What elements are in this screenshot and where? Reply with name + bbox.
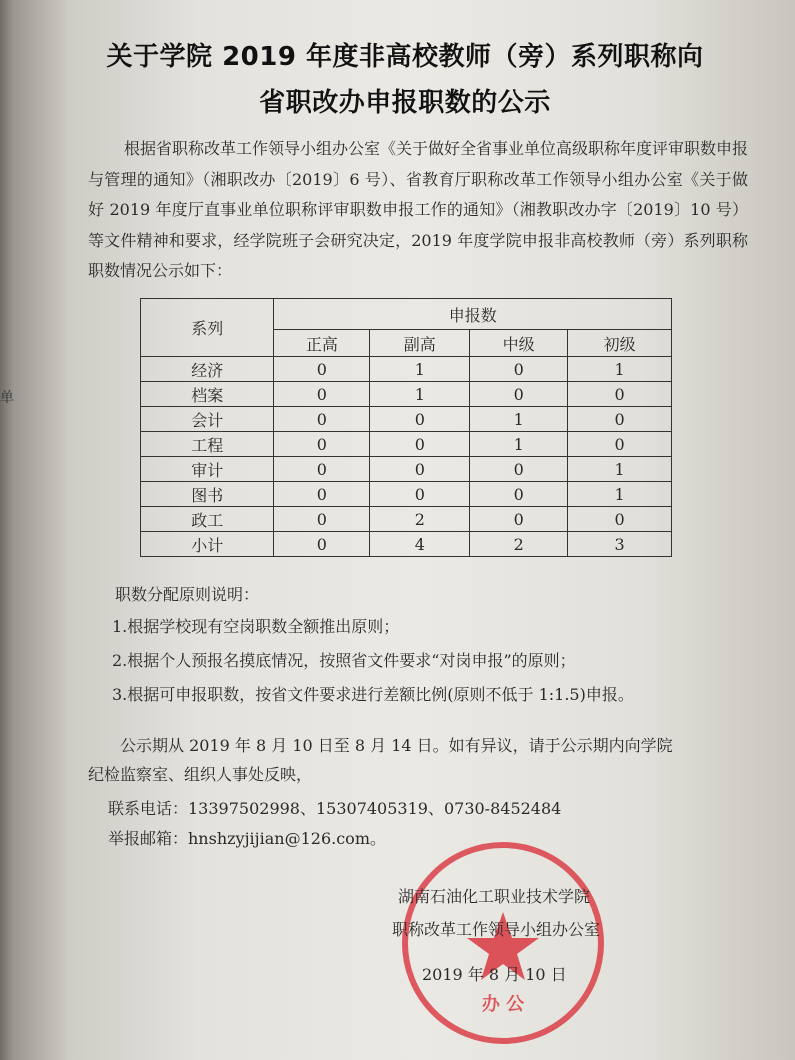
cell-value: 1	[370, 357, 470, 382]
cell-value: 1	[568, 482, 672, 507]
signature-date: 2019 年 8 月 10 日	[422, 965, 567, 984]
cell-value: 0	[274, 432, 370, 457]
header-series: 系列	[141, 299, 274, 357]
table-row	[141, 457, 672, 482]
header-zhongji: 中级	[470, 330, 568, 357]
row-series-name: 工程	[141, 432, 274, 457]
principle-item-1: 1.根据学校现有空岗职数全额推出原则；	[112, 617, 400, 636]
title-line-2: 省职改办申报职数的公示	[259, 88, 551, 118]
cell-value: 0	[568, 407, 672, 432]
cell-value: 1	[568, 457, 672, 482]
cell-value: 2	[370, 507, 470, 532]
page-edge-shadow	[0, 0, 14, 1060]
cell-value: 1	[470, 407, 568, 432]
row-series-name: 政工	[141, 507, 274, 532]
title-line-1: 关于学院 2019 年度非高校教师（旁）系列职称向	[106, 42, 704, 72]
signature-org-1: 湖南石油化工职业技术学院	[398, 887, 591, 906]
cell-value: 1	[370, 382, 470, 407]
header-zhenggao: 正高	[274, 330, 370, 357]
signature-org-2: 职称改革工作领导小组办公室	[392, 920, 601, 939]
notice-line-1: 公示期从 2019 年 8 月 10 日至 8 月 14 日。如有异议，请于公示期内向学院	[120, 736, 673, 755]
cell-value: 0	[370, 432, 470, 457]
row-series-name: 小计	[141, 532, 274, 557]
cell-value: 0	[568, 382, 672, 407]
cell-value: 0	[470, 357, 568, 382]
contact-phone: 联系电话：13397502998、15307405319、0730-8452484	[108, 799, 562, 818]
table-row	[141, 482, 672, 507]
cell-value: 0	[370, 407, 470, 432]
table-row	[141, 507, 672, 532]
cell-value: 1	[470, 432, 568, 457]
cell-value: 0	[568, 432, 672, 457]
cell-value: 0	[274, 457, 370, 482]
cell-value: 4	[370, 532, 470, 557]
cell-value: 0	[470, 382, 568, 407]
cell-value: 0	[470, 482, 568, 507]
report-email: 举报邮箱：hnshzyjijian@126.com。	[108, 829, 386, 848]
header-fugao: 副高	[370, 330, 470, 357]
row-series-name: 审计	[141, 457, 274, 482]
cell-value: 0	[568, 507, 672, 532]
cell-value: 1	[568, 357, 672, 382]
table-row-subtotal	[141, 532, 672, 557]
notice-line-2: 纪检监察室、组织人事处反映，	[88, 765, 313, 784]
row-series-name: 档案	[141, 382, 274, 407]
table-row	[141, 432, 672, 457]
cell-value: 0	[274, 382, 370, 407]
table-row	[141, 382, 672, 407]
cell-value: 0	[274, 507, 370, 532]
table-row	[141, 407, 672, 432]
header-chuji: 初级	[568, 330, 672, 357]
official-seal-stamp	[398, 838, 608, 1048]
row-series-name: 图书	[141, 482, 274, 507]
intro-paragraph: 根据省职称改革工作领导小组办公室《关于做好全省事业单位高级职称年度评审职数申报与管理的通知》（湘职改办〔2019〕6 号）、省教育厅职称改革工作领导小组办公室《关于做好 2019 年度厅直事业单位职称评审职数申报工作的通知》（湘教职改办字〔2019〕10 号）等文件精神和要求，经学院班子会研究决定，2019 年度学院申报非高校教师（旁）系列职称职数情况公示如下：	[88, 139, 749, 280]
cell-value: 0	[470, 457, 568, 482]
cell-value: 0	[274, 357, 370, 382]
cell-value: 0	[370, 457, 470, 482]
principle-item-3: 3.根据可申报职数，按省文件要求进行差额比例(原则不低于 1:1.5)申报。	[112, 685, 634, 704]
principles-heading: 职数分配原则说明：	[115, 585, 260, 604]
row-series-name: 经济	[141, 357, 274, 382]
cell-value: 0	[470, 507, 568, 532]
cell-value: 0	[274, 482, 370, 507]
cell-value: 3	[568, 532, 672, 557]
quota-table	[140, 298, 672, 557]
row-series-name: 会计	[141, 407, 274, 432]
svg-text:办 公: 办 公	[481, 994, 525, 1015]
header-declared-count: 申报数	[274, 299, 672, 330]
cell-value: 0	[370, 482, 470, 507]
principle-item-2: 2.根据个人预报名摸底情况，按照省文件要求“对岗申报”的原则；	[112, 651, 576, 670]
cell-value: 0	[274, 407, 370, 432]
table-row	[141, 357, 672, 382]
cell-value: 0	[274, 532, 370, 557]
cell-value: 2	[470, 532, 568, 557]
edge-text-fragment: 单	[0, 390, 14, 406]
